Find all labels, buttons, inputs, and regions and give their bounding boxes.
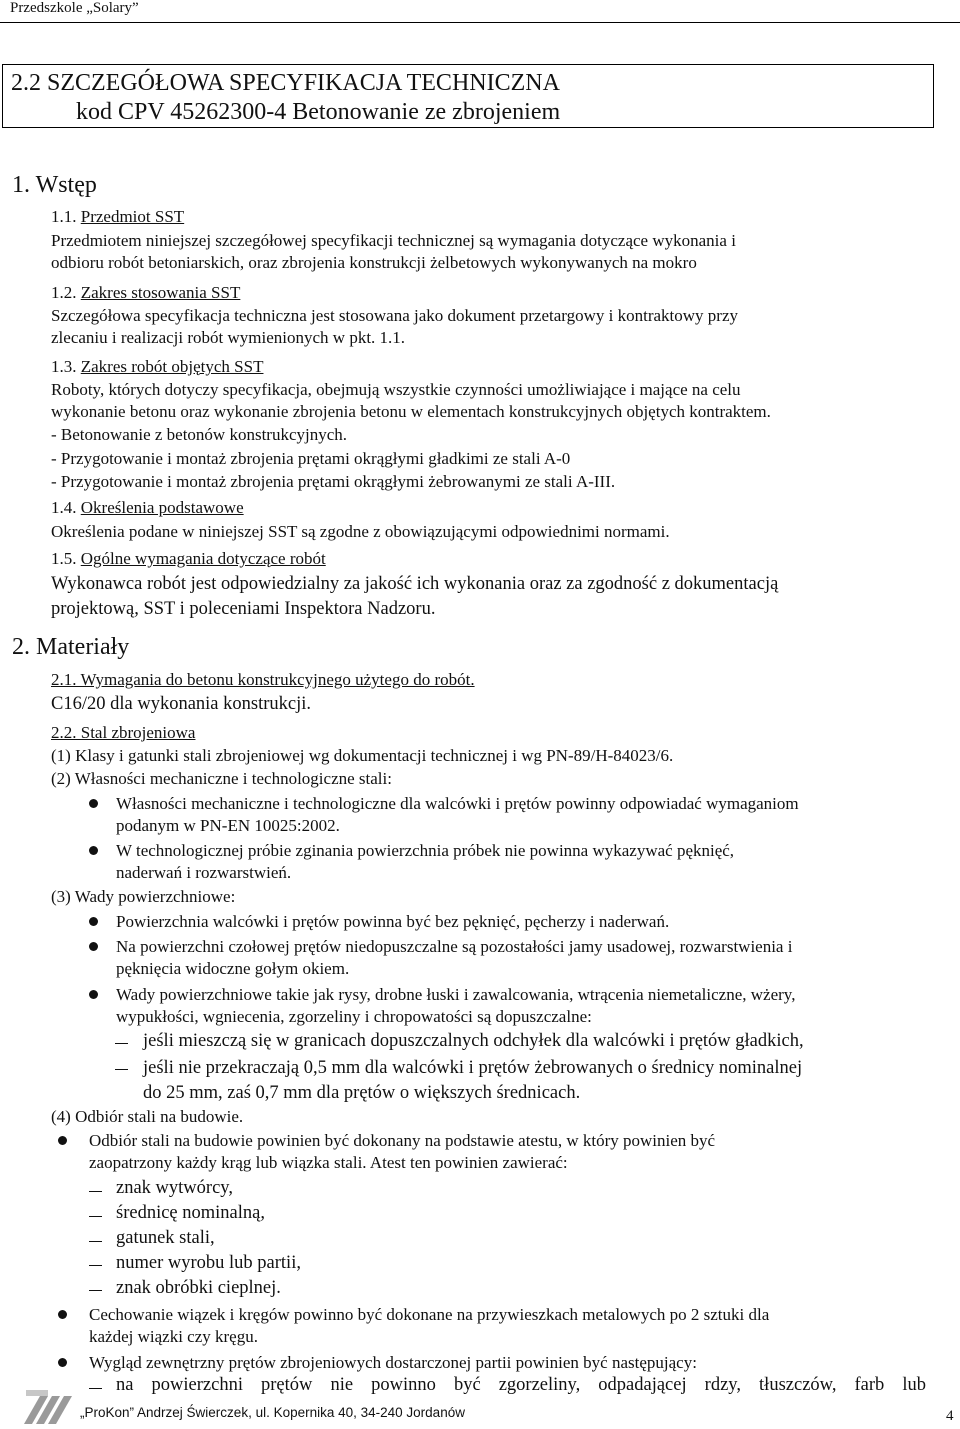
section-1-5-heading (51, 548, 326, 570)
bullet-2-line-2: naderwań i rozwarstwień. (116, 863, 292, 882)
section-1-3-line-2: wykonanie betonu oraz wykonanie zbrojenia betonu w elementach konstrukcyjnych objętych kontraktem. (51, 402, 771, 421)
section-1-1-number: 1.1. (51, 207, 77, 226)
bullet-2-text (116, 840, 926, 884)
dash-5-text: gatunek stali, (116, 1228, 215, 1248)
title-line-1: 2.2 SZCZEGÓŁOWA SPECYFIKACJA TECHNICZNA (11, 70, 560, 96)
bullet-4-text (116, 936, 926, 980)
dash-2-line-1: jeśli nie przekraczają 0,5 mm dla walcówki i prętów żebrowanych o średnicy nominalnej (143, 1058, 803, 1078)
section-2-1-title: 2.1. Wymagania do betonu konstrukcyjnego użytego do robót. (51, 670, 475, 689)
header-rule (0, 22, 960, 23)
dash-7 (89, 1290, 102, 1291)
section-2-2-p3: (3) Wady powierzchniowe: (51, 887, 236, 906)
section-1-3-item-2: - Przygotowanie i montaż zbrojenia prętami okrągłymi gładkimi ze stali A-0 (51, 449, 571, 468)
bullet-2-line-1: W technologicznej próbie zginania powierzchnia próbek nie powinna wykazywać pęknięć, (116, 841, 735, 860)
section-2-2-p4: (4) Odbiór stali na budowie. (51, 1107, 244, 1126)
section-1-4-text: Określenia podane w niniejszej SST są zgodne z obowiązującymi odpowiednimi normami. (51, 522, 670, 541)
bullet-5-line-2: wypukłości, wgniecenia, zgorzeliny i chropowatości są dopuszczalne: (116, 1007, 592, 1026)
dash-8 (89, 1388, 102, 1389)
dash-2-text (143, 1056, 926, 1106)
section-1-5-text (51, 572, 926, 622)
section-1-1-line-1: Przedmiotem niniejszej szczegółowej specyfikacji technicznej są wymagania dotyczące wykonania i (51, 231, 736, 250)
bullet-8-text: Wygląd zewnętrzny prętów zbrojeniowych dostarczonej partii powinien być następujący: (89, 1353, 697, 1372)
bullet-7-line-2: każdej wiązki czy kręgu. (89, 1327, 258, 1346)
bullet-4-line-1: Na powierzchni czołowej prętów niedopuszczalne są pozostałości jamy usadowej, rozwarstwienia i (116, 937, 793, 956)
section-1-1-title: Przedmiot SST (80, 207, 185, 226)
section-1-2-text (51, 305, 926, 349)
section-1-2-number: 1.2. (51, 283, 77, 302)
bullet-6-line-1: Odbiór stali na budowie powinien być dokonany na podstawie atestu, w który powinien być (89, 1131, 716, 1150)
section-1-4-number: 1.4. (51, 498, 77, 517)
bullet-8 (58, 1358, 67, 1367)
section-1-2-heading (51, 282, 240, 304)
section-1-3-title: Zakres robót objętych SST (80, 357, 264, 376)
dash-1 (115, 1043, 128, 1044)
bullet-3-text: Powierzchnia walcówki i prętów powinna być bez pęknięć, pęcherzy i naderwań. (116, 912, 670, 931)
section-2-2-p2: (2) Własności mechaniczne i technologiczne stali: (51, 769, 392, 788)
section-1-3-item-1: - Betonowanie z betonów konstrukcyjnych. (51, 425, 348, 444)
section-2-1-text: C16/20 dla wykonania konstrukcji. (51, 694, 311, 714)
section-1-4-heading (51, 497, 244, 519)
section-1-5-number: 1.5. (51, 549, 77, 568)
dash-2-line-2: do 25 mm, zaś 0,7 mm dla prętów o większych średnicach. (143, 1083, 581, 1103)
dash-8-line: na powierzchni prętów nie powinno być zgorzeliny, odpadającej rdzy, tłuszczów, farb lub (116, 1375, 926, 1395)
dash-8-text (116, 1374, 926, 1396)
bullet-2 (89, 846, 98, 855)
dash-1-text: jeśli mieszczą się w granicach dopuszczalnych odchyłek dla walcówki i prętów gładkich, (143, 1031, 804, 1051)
section-1-3-line-1: Roboty, których dotyczy specyfikacja, obejmują wszystkie czynności umożliwiające i mające na celu (51, 380, 741, 399)
section-1-heading: 1. Wstęp (12, 172, 97, 198)
bullet-6-line-2: zaopatrzony każdy krąg lub wiązka stali. Atest ten powinien zawierać: (89, 1153, 568, 1172)
section-1-3-heading (51, 356, 263, 378)
section-1-5-title: Ogólne wymagania dotyczące robót (80, 549, 326, 568)
bullet-5-line-1: Wady powierzchniowe takie jak rysy, drobne łuski i zawalcowania, wtrącenia niemetaliczne, wżery, (116, 985, 796, 1004)
section-1-5-line-1: Wykonawca robót jest odpowiedzialny za jakość ich wykonania oraz za zgodność z dokumentacją (51, 574, 779, 594)
dash-4-text: średnicę nominalną, (116, 1203, 265, 1223)
bullet-4-line-2: pęknięcia widoczne gołym okiem. (116, 959, 350, 978)
bullet-1-text (116, 793, 926, 837)
dash-7-text: znak obróbki cieplnej. (116, 1278, 281, 1298)
dash-6 (89, 1265, 102, 1266)
section-1-5-line-2: projektową, SST i poleceniami Inspektora Nadzoru. (51, 599, 436, 619)
section-1-4-title: Określenia podstawowe (80, 498, 244, 517)
section-1-3-text (51, 379, 926, 423)
bullet-4 (89, 942, 98, 951)
dash-6-text: numer wyrobu lub partii, (116, 1253, 301, 1273)
section-1-2-line-2: zlecaniu i realizacji robót wymienionych w pkt. 1.1. (51, 328, 406, 347)
bullet-7 (58, 1310, 67, 1319)
dash-5 (89, 1241, 102, 1242)
section-2-2-p1: (1) Klasy i gatunki stali zbrojeniowej wg dokumentacji technicznej i wg PN-89/H-84023/6. (51, 746, 674, 765)
page-footer: „ProKon” Andrzej Świerczek, ul. Kopernika 40, 34-240 Jordanów (80, 1405, 465, 1420)
bullet-6-text (89, 1130, 926, 1174)
section-1-1-heading (51, 206, 184, 228)
section-1-3-item-3: - Przygotowanie i montaż zbrojenia prętami okrągłymi żebrowanymi ze stali A-III. (51, 472, 616, 491)
section-2-2-title: 2.2. Stal zbrojeniowa (51, 723, 196, 742)
section-1-1-line-2: odbioru robót betoniarskich, oraz zbrojenia konstrukcji żelbetowych wykonywanych na mokro (51, 253, 697, 272)
bullet-1 (89, 799, 98, 808)
title-box (2, 64, 934, 128)
page-header: Przedszkole „Solary” (10, 0, 139, 16)
prokon-logo-icon (22, 1376, 82, 1426)
section-1-1-text (51, 230, 926, 274)
bullet-1-line-1: Własności mechaniczne i technologiczne dla walcówki i prętów powinny odpowiadać wymaganiom (116, 794, 799, 813)
dash-3-text: znak wytwórcy, (116, 1178, 233, 1198)
dash-2 (115, 1069, 128, 1070)
section-2-heading: 2. Materiały (12, 634, 130, 660)
bullet-5-text (116, 984, 926, 1028)
bullet-7-text (89, 1304, 926, 1348)
bullet-7-line-1: Cechowanie wiązek i kręgów powinno być dokonane na przywieszkach metalowych po 2 sztuki dla (89, 1305, 770, 1324)
section-1-2-title: Zakres stosowania SST (80, 283, 241, 302)
section-1-2-line-1: Szczegółowa specyfikacja techniczna jest stosowana jako dokument przetargowy i kontraktowy przy (51, 306, 739, 325)
dash-3 (89, 1191, 102, 1192)
bullet-1-line-2: podanym w PN-EN 10025:2002. (116, 816, 340, 835)
bullet-5 (89, 990, 98, 999)
section-1-3-number: 1.3. (51, 357, 77, 376)
page-number: 4 (946, 1408, 954, 1424)
bullet-6 (58, 1136, 67, 1145)
bullet-3 (89, 917, 98, 926)
title-line-2: kod CPV 45262300-4 Betonowanie ze zbrojeniem (76, 99, 561, 125)
dash-4 (89, 1216, 102, 1217)
